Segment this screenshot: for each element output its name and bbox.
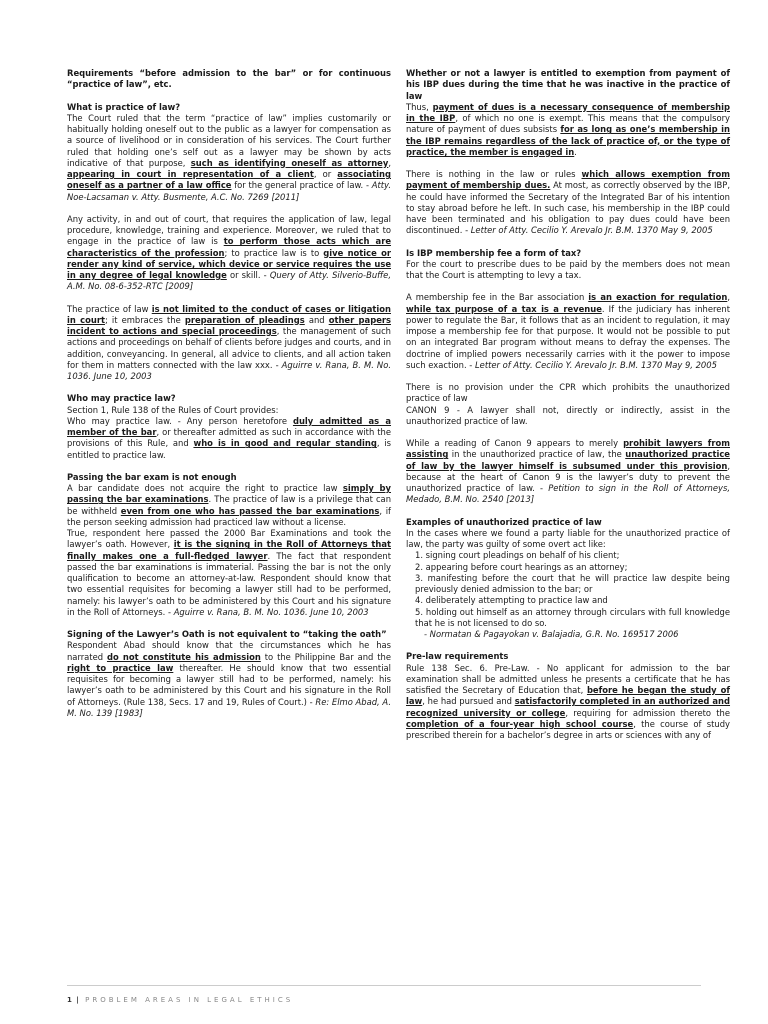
section-heading: Whether or not a lawyer is entitled to exemption from payment of his IBP dues during the time that he was inactive in the practice of law [406,68,730,101]
document-title: PROBLEM AREAS IN LEGAL ETHICS [85,996,294,1004]
section-heading: Examples of unauthorized practice of law [406,516,602,527]
list-item: 1. signing court pleadings on behalf of his client; [415,550,620,561]
paragraph: Rule 138 Sec. 6. Pre-Law. - No applicant for admission to the bar examination shall be admitted unless he presents a certificate that he has satisfied the Secretary of Education that, before he began the study of law, he had pursued and satisfactorily completed in an authorized and recognized university or college, requiring for admission thereto the completion of a four-year high school course, the course of study prescribed therein for a bachelor’s degree in arts or sciences with any of [406,662,731,740]
examples-list [406,550,730,629]
citation: Aguirre v. Rana, B. M. No. 1036. June 10, 2003 [173,606,369,617]
underlined-text: who is in good and regular standing [193,438,377,449]
paragraph: A bar candidate does not acquire the right to practice law simply by passing the bar examinations. The practice of law is a privilege that can be withheld even from one who has passed the bar examinations, if the person seeking admission had practiced law without a license. [67,483,392,527]
underlined-text: is an exaction for regulation [588,292,728,303]
list-item: 4. deliberately attempting to practice law and [415,595,608,606]
section-signing-oath [67,629,391,719]
paragraph: For the court to prescribe dues to be paid by the members does not mean that the Court is attempting to levy a tax. [406,258,730,280]
paragraph: The Court ruled that the term “practice of law” implies customarily or habitually holding oneself out to the public as a lawyer for compensation as a source of livelihood or in consideration of his services. The Court further ruled that holding one’s self out as a lawyer may be shown by acts indicative of that purpose, such as identifying oneself as attorney, appearing in court in representation of a client, or associating oneself as a partner of a law office for the general practice of law. - Atty. Noe-Lacsaman v. Atty. Busmente, A.C. No. 7269 [2011] [67,112,391,202]
section-heading: Passing the bar exam is not enough [67,471,237,482]
left-column [67,68,391,730]
underlined-text: before he began the study of law [406,685,730,707]
right-column [406,68,730,752]
section-heading: Pre-law requirements [406,651,509,662]
underlined-text: while tax purpose of a tax is a revenue [406,303,602,314]
paragraph: CANON 9 - A lawyer shall not, directly or indirectly, assist in the unauthorized practice of law. [406,404,730,426]
section-prelaw [406,651,730,741]
paragraph-any-activity [67,214,391,293]
section-what-is-practice [67,102,391,203]
paragraph-not-limited [67,304,391,383]
paragraph: There is no provision under the CPR which prohibits the unauthorized practice of law [406,382,730,404]
paragraph-nothing-in-law [406,169,730,237]
paragraph: While a reading of Canon 9 appears to merely prohibit lawyers from assisting in the unauthorized practice of law, the unauthorized practice of law by the lawyer himself is subsumed under this provision, because at the heart of Canon 9 is the lawyer’s duty to prevent the unauthorized practice of law. - Petition to sign in the Roll of Attorneys, Medado, B.M. No. 2540 [2013] [406,438,730,505]
underlined-text: prohibit lawyers from assisting [406,438,730,460]
underlined-text: completion of a four-year high school course [406,718,634,729]
underlined-text: even from one who has passed the bar examinations [120,505,380,516]
underlined-text: which allows exemption from payment of membership dues. [406,169,730,191]
citation: Letter of Atty. Cecilio Y. Arevalo Jr. B.M. 1370 May 9, 2005 [470,225,713,236]
underlined-text: appearing in court in representation of a client [67,169,314,179]
underlined-text: associating oneself as a partner of a law office [67,169,391,191]
section-heading: Who may practice law? [67,393,176,404]
section-requirements [67,68,391,91]
paragraph-cpr-canon9 [406,382,730,427]
section-heading: Is IBP membership fee a form of tax? [406,247,582,258]
footer-divider [67,985,701,986]
underlined-text: for as long as one’s membership in the IBP remains regardless of the lack of practice of, or the type of practice, the member is engaged in [406,124,731,157]
underlined-text: unauthorized practice of law by the lawyer himself is subsumed under this provision [406,449,730,471]
paragraph: True, respondent here passed the 2000 Bar Examinations and took the lawyer’s oath. However, it is the signing in the Roll of Attorneys that finally makes one a full-fledged lawyer. The fact that respondent passed the bar examinations is immaterial. Passing the bar is not the only qualification to become an attorney-at-law. Respondent should know that two essential requisites for becoming a lawyer still had to be performed, namely: his lawyer’s oath to be administered by this Court and his signature in the Roll of Attorneys. - Aguirre v. Rana, B. M. No. 1036. June 10, 2003 [67,528,391,617]
paragraph: Respondent Abad should know that the circumstances which he has narrated do not constitute his admission to the Philippine Bar and the right to practice law thereafter. He should know that two essential requisites for becoming a lawyer still had to be performed, namely: his lawyer’s oath to be administered by this Court and his signature in the Roll of Attorneys. (Rule 138, Secs. 17 and 19, Rules of Court.) - Re: Elmo Abad, A. M. No. 139 [1983] [67,640,391,718]
underlined-text: such as identifying oneself as attorney [190,157,389,168]
section-who-may-practice [67,393,391,461]
paragraph: Any activity, in and out of court, that requires the application of law, legal procedure, knowledge, training and experience. Moreover, we ruled that to engage in the practice of law is to perform those acts which are characteristics of the profession; to practice law is to give notice or render any kind of service, which device or service requires the use in any degree of legal knowledge or skill. - Query of Atty. Silverio-Buffe, A.M. No. 08-6-352-RTC [2009] [67,213,392,292]
citation: Re: Elmo Abad, A. M. No. 139 [1983] [67,696,391,718]
citation: Letter of Atty. Cecilio Y. Arevalo Jr. B.M. 1370 May 9, 2005 [475,359,717,370]
underlined-text: it is the signing in the Roll of Attorneys that finally makes one a full-fledged lawyer [67,539,391,561]
paragraph: Who may practice law. - Any person heretofore duly admitted as a member of the bar, or thereafter admitted as such in accordance with the provisions of this Rule, and who is in good and regular standing, is entitled to practice law. [67,415,392,460]
paragraph: Section 1, Rule 138 of the Rules of Court provides: [67,404,279,415]
section-passing-bar [67,472,391,618]
section-ibp-fee-tax [406,248,730,282]
citation: Aguirre v. Rana, B. M. No. 1036. June 10, 2003 [67,359,391,381]
underlined-text: give notice or render any kind of service, which device or service requires the use in any degree of legal knowledge [67,247,391,280]
page-footer [67,996,293,1004]
paragraph: There is nothing in the law or rules which allows exemption from payment of membership dues. At most, as correctly observed by the IBP, he could have informed the Secretary of the Integrated Bar of his intention to stay abroad before he left. In such case, his membership in the IBP could have been terminated and his obligation to pay dues could have been discontinued. - Letter of Atty. Cecilio Y. Arevalo Jr. B.M. 1370 May 9, 2005 [406,169,730,236]
paragraph: In the cases where we found a party liable for the unauthorized practice of law, the party was guilty of some overt act like: [406,527,730,549]
paragraph: The practice of law is not limited to the conduct of cases or litigation in court; it embraces the preparation of pleadings and other papers incident to actions and special proceedings, the management of such actions and proceedings on behalf of clients before judges and courts, and in addition, conveyancing. In general, all advice to clients, and all action taken for them in matters connected with the law xxx. - Aguirre v. Rana, B. M. No. 1036. June 10, 2003 [67,303,391,381]
underlined-text: preparation of pleadings [184,314,305,325]
underlined-text: simply by passing the bar examinations [67,483,391,505]
citation: Atty. Noe-Lacsaman v. Atty. Busmente, A.C. No. 7269 [2011] [67,180,391,202]
paragraph-canon9-reading [406,438,730,506]
section-ibp-dues [406,68,730,158]
section-heading: What is practice of law? [67,101,181,112]
list-item: 2. appearing before court hearings as an attorney; [415,561,628,572]
list-item: 5. holding out himself as an attorney through circulars with full knowledge that he is not licensed to do so. [415,606,730,628]
underlined-text: duly admitted as a member of the bar [67,415,392,437]
underlined-text: is not limited to the conduct of cases or litigation in court [67,303,391,325]
list-item: 3. manifesting before the court that he will practice law despite being previously denied admission to the bar; or [415,572,730,594]
citation: Petition to sign in the Roll of Attorneys, Medado, B.M. No. 2540 [2013] [406,483,730,505]
citation: Query of Atty. Silverio-Buffe, A.M. No. 08-6-352-RTC [2009] [67,270,391,292]
section-unauthorized-examples [406,517,730,641]
citation: - Normatan & Pagayokan v. Balajadia, G.R. No. 169517 2006 [424,629,679,639]
paragraph: Thus, payment of dues is a necessary consequence of membership in the IBP, of which no one is exempt. This means that the compulsory nature of payment of dues subsists for as long as one’s membership in the IBP remains regardless of the lack of practice of, or the type of practice, the member is engaged in. [406,101,731,157]
paragraph-membership-fee [406,292,730,371]
underlined-text: right to practice law [67,662,174,673]
underlined-text: payment of dues is a necessary consequence of membership in the IBP [406,101,730,123]
section-heading: Signing of the Lawyer’s Oath is not equivalent to “taking the oath” [67,629,387,639]
underlined-text: do not constitute his admission [106,651,261,662]
page-number: 1 | [67,996,80,1004]
paragraph: A membership fee in the Bar association is an exaction for regulation, while tax purpose of a tax is a revenue. If the judiciary has inherent power to regulate the Bar, it follows that as an incident to regulation, it may impose a membership fee for that purpose. It would not be possible to put on an integrated Bar program without means to defray the expenses. The doctrine of implied powers necessarily carries with it the power to impose such exaction. - Letter of Atty. Cecilio Y. Arevalo Jr. B.M. 1370 May 9, 2005 [406,292,730,370]
section-heading: Requirements “before admission to the bar” or for continuous “practice of law”, etc. [67,68,391,90]
underlined-text: to perform those acts which are characteristics of the profession [67,236,392,258]
underlined-text: satisfactorily completed in an authorized and recognized university or college [406,696,731,718]
underlined-text: other papers incident to actions and special proceedings [67,314,391,336]
